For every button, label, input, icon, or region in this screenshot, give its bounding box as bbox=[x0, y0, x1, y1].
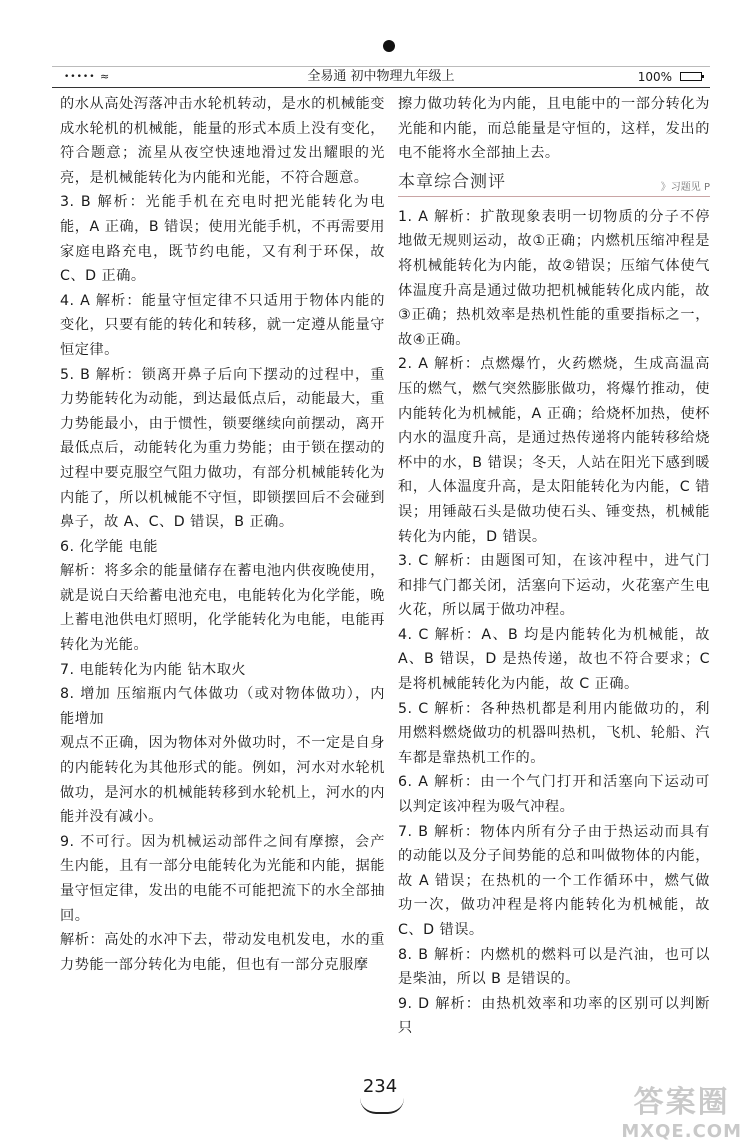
answer-item: 3. B 解析：光能手机在充电时把光能转化为电能，A 正确，B 错误；使用光能手机，不再需要用家庭电路充电，既节约电能，又有利于环保，故 C、D 正确。 bbox=[60, 194, 385, 285]
paragraph: 擦力做功转化为内能，且电能中的一部分转化为光能和内能，而总能量是守恒的，这样，发出的电不能将水全部抽上去。 bbox=[398, 96, 710, 162]
answer-item: 9. 不可行。因为机械运动部件之间有摩擦，会产生内能，且有一部分电能转化为光能和内能，据能量守恒定律，发出的电能不可能把流下的水全部抽回。 bbox=[60, 833, 385, 924]
answer-item: 8. 增加 压缩瓶内气体做功（或对物体做功），内能增加 bbox=[60, 686, 385, 727]
signal-icon: ••••• bbox=[64, 72, 96, 82]
watermark bbox=[621, 1077, 742, 1142]
paragraph: 解析：高处的水冲下去，带动发电机发电，水的重力势能一部分转化为电能，但也有一部分克服摩 bbox=[60, 932, 385, 973]
paragraph: 解析：将多余的能量储存在蓄电池内供夜晚使用，就是说白天给蓄电池充电，电能转化为化学能，晚上蓄电池供电灯照明，化学能转化为电能，电能再转化为光能。 bbox=[60, 563, 385, 654]
status-bar bbox=[52, 66, 710, 88]
answer-item: 1. A 解析：扩散现象表明一切物质的分子不停地做无规则运动，故①正确；内燃机压缩冲程是将机械能转化为内能，故②错误；压缩气体使气体温度升高是通过做功把机械能转化成内能，故③正确；热机效率是热机性能的重要指标之一，故④正确。 bbox=[398, 208, 710, 348]
camera-dot bbox=[383, 40, 395, 52]
answer-item: 6. A 解析：由一个气门打开和活塞向下运动可以判定该冲程为吸气冲程。 bbox=[398, 774, 710, 816]
battery-icon bbox=[680, 72, 702, 81]
page-number-arc bbox=[360, 1098, 404, 1114]
paragraph: 观点不正确，因为物体对外做功时，不一定是自身的内能转化为其他形式的能。例如，河水对水轮机做功，是河水的机械能转移到水轮机上，河水的内能并没有减小。 bbox=[60, 735, 385, 826]
left-column bbox=[60, 92, 385, 977]
answer-item: 5. C 解析：各种热机都是利用内能做功的，利用燃料燃烧做功的机器叫热机，飞机、轮船、汽车都是靠热机工作的。 bbox=[398, 700, 710, 766]
answer-item: 7. 电能转化为内能 钻木取火 bbox=[60, 661, 247, 678]
section-reference: 》习题见 P bbox=[660, 181, 710, 193]
right-column bbox=[398, 92, 710, 1041]
section-title: 本章综合测评 bbox=[398, 171, 506, 192]
book-title: 全易通 初中物理九年级上 bbox=[307, 69, 455, 84]
watermark-url: MXQE.COM bbox=[621, 1121, 742, 1142]
answer-item: 4. A 解析：能量守恒定律不只适用于物体内能的变化，只要有能的转化和转移，就一定遵从能量守恒定律。 bbox=[60, 292, 385, 358]
answer-item: 3. C 解析：由题图可知，在该冲程中，进气门和排气门都关闭，活塞向下运动，火花塞产生电火花，所以属于做功冲程。 bbox=[398, 553, 710, 619]
battery-percent: 100% bbox=[637, 70, 672, 84]
watermark-text: 答案圈 bbox=[633, 1085, 730, 1120]
answer-item: 7. B 解析：物体内所有分子由于热运动而具有的动能以及分子间势能的总和叫做物体的内能，故 A 错误；在热机的一个工作循环中，燃气做功一次，做功冲程是将内能转化为机械能，故 C、D 错误。 bbox=[398, 823, 710, 938]
answer-item: 9. D 解析：由热机效率和功率的区别可以判断只 bbox=[398, 995, 710, 1037]
wifi-icon: ≈ bbox=[100, 70, 110, 83]
page-number: 234 bbox=[362, 1076, 398, 1097]
answer-item: 5. B 解析：锁离开鼻子后向下摆动的过程中，重力势能转化为动能，到达最低点后，动能最大，重力势能最小，由于惯性，锁要继续向前摆动，离开最低点后，动能转化为重力势能；由于锁在摆动的过程中要克服空气阻力做功，有部分机械能转化为内能了，所以机械能不守恒，即锁摆回后不会碰到鼻子，故 A、C、D 错误，B 正确。 bbox=[60, 366, 385, 531]
answer-item: 2. A 解析：点燃爆竹，火药燃烧，生成高温高压的燃气，燃气突然膨胀做功，将爆竹推动，使内能转化为机械能，A 正确；给烧杯加热，使杯内水的温度升高，是通过热传递将内能转移给烧杯中的水，B 错误；冬天，人站在阳光下感到暖和，人体温度升高，是太阳能转化为内能，C 错误；用锤敲石头是做功使石头、锤变热，机械能转化为内能，D 错误。 bbox=[398, 356, 710, 545]
answer-item: 6. 化学能 电能 bbox=[60, 538, 158, 555]
answer-item: 8. B 解析：内燃机的燃料可以是汽油，也可以是柴油，所以 B 是错误的。 bbox=[398, 946, 710, 988]
section-header bbox=[398, 170, 710, 197]
paragraph: 的水从高处泻落冲击水轮机转动，是水的机械能变成水轮机的机械能，能量的形式本质上没有变化，符合题意；流星从夜空快速地滑过发出耀眼的光亮，是机械能转化为内能和光能，不符合题意。 bbox=[60, 96, 385, 186]
answer-item: 4. C 解析：A、B 均是内能转化为机械能，故 A、B 错误，D 是热传递，故也不符合要求；C 是将机械能转化为内能，故 C 正确。 bbox=[398, 626, 710, 693]
